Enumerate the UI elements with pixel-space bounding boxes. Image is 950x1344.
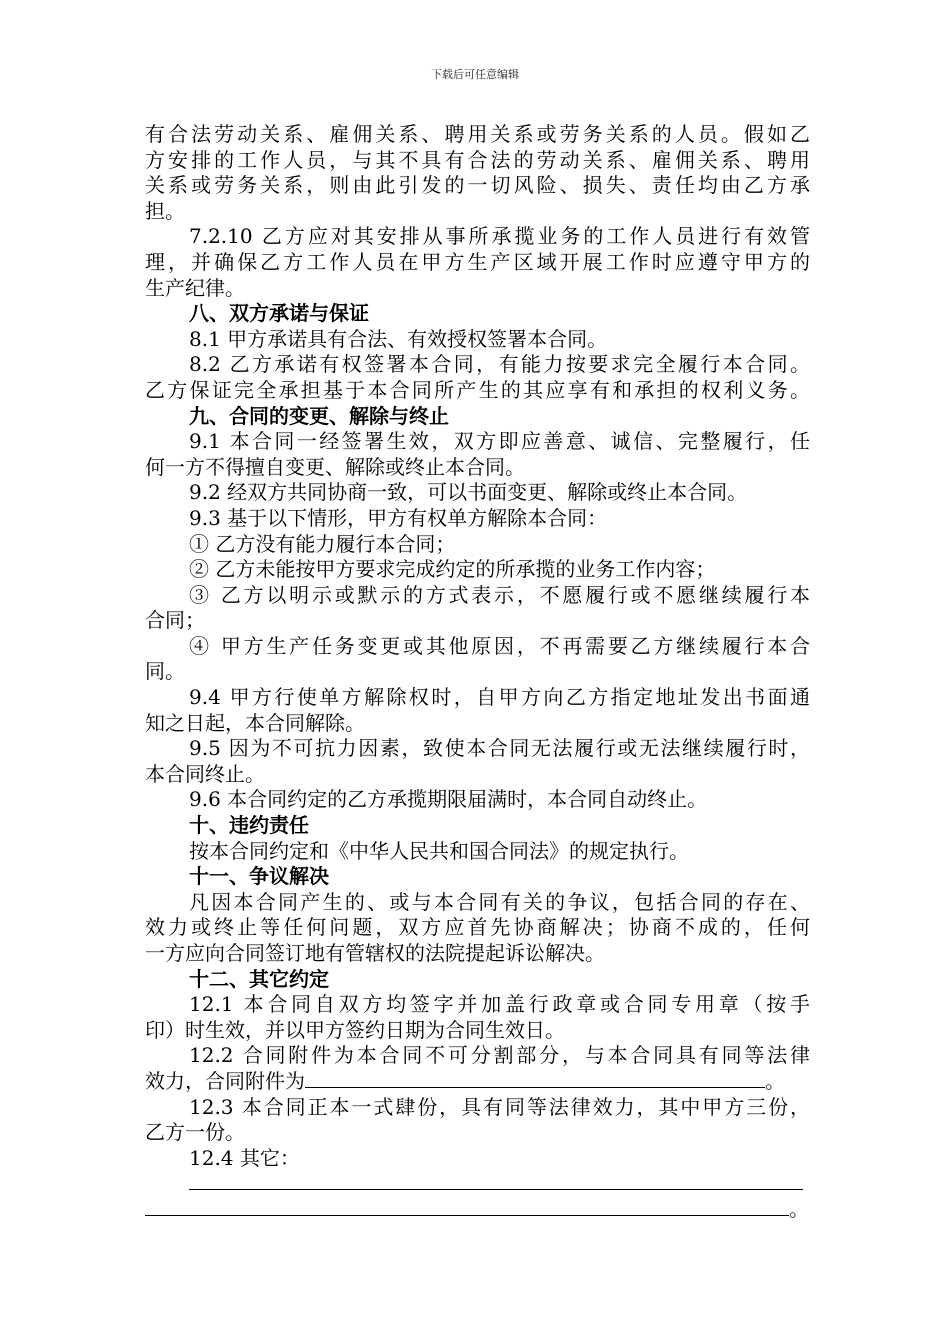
paragraph-line: 知之日起，本合同解除。 — [145, 710, 365, 735]
section-heading: 十二、其它约定 — [189, 966, 329, 991]
paragraph-line: 12.3 本合同正本一式肆份，具有同等法律效力，其中甲方三份， — [189, 1094, 810, 1119]
paragraph-line: 生产纪律。 — [145, 275, 245, 300]
section-heading: 九、合同的变更、解除与终止 — [189, 403, 449, 428]
other-terms-blank-2 — [145, 1197, 789, 1216]
paragraph-line: 9.5 因为不可抗力因素，致使本合同无法履行或无法继续履行时， — [189, 736, 810, 761]
page-header-note: 下载后可任意编辑 — [431, 68, 519, 81]
paragraph-line: 9.1 本合同一经签署生效，双方即应善意、诚信、完整履行，任 — [189, 429, 810, 454]
paragraph-line: 8.2 乙方承诺有权签署本合同，有能力按要求完全履行本合同。 — [189, 352, 810, 377]
section-heading: 十一、争议解决 — [189, 864, 329, 889]
paragraph-line: 本合同终止。 — [145, 761, 265, 786]
paragraph-line: ② 乙方未能按甲方要求完成约定的所承揽的业务工作内容； — [189, 557, 716, 582]
attachment-suffix: 。 — [765, 1068, 785, 1093]
paragraph-line: 印）时生效，并以甲方签约日期为合同生效日。 — [145, 1017, 565, 1042]
other-terms-blank-1 — [189, 1171, 803, 1190]
paragraph-line: 12.1 本合同自双方均签字并加盖行政章或合同专用章（按手 — [189, 992, 810, 1017]
other-terms-blank-line-1 — [145, 1171, 810, 1197]
paragraph-line: 9.3 基于以下情形，甲方有权单方解除本合同： — [189, 505, 608, 530]
attachment-line — [145, 1069, 810, 1095]
contract-body — [145, 122, 810, 1223]
paragraph-line: ④ 甲方生产任务变更或其他原因，不再需要乙方继续履行本合 — [189, 633, 810, 658]
paragraph-line: 12.4 其它： — [189, 1145, 300, 1170]
paragraph-line: 关系或劳务关系，则由此引发的一切风险、损失、责任均由乙方承 — [145, 173, 810, 198]
other-terms-suffix: 。 — [789, 1196, 809, 1221]
paragraph-line: 合同； — [145, 608, 205, 633]
section-heading: 十、违约责任 — [189, 813, 309, 838]
paragraph-line: ③ 乙方以明示或默示的方式表示，不愿履行或不愿继续履行本 — [189, 582, 810, 607]
paragraph-line: 一方应向合同签订地有管辖权的法院提起诉讼解决。 — [145, 941, 605, 965]
paragraph-line: 乙方一份。 — [145, 1120, 245, 1145]
paragraph-line: 9.6 本合同约定的乙方承揽期限届满时，本合同自动终止。 — [189, 787, 708, 812]
contract-paragraphs-tail — [145, 1095, 810, 1172]
paragraph-line: 12.2 合同附件为本合同不可分割部分，与本合同具有同等法律 — [189, 1043, 810, 1068]
paragraph-line: 7.2.10 乙方应对其安排从事所承揽业务的工作人员进行有效管 — [189, 224, 810, 249]
paragraph-line: 何一方不得擅自变更、解除或终止本合同。 — [145, 454, 525, 479]
paragraph-line: 方安排的工作人员，与其不具有合法的劳动关系、雇佣关系、聘用 — [145, 147, 810, 172]
other-terms-blank-line-2 — [145, 1197, 810, 1223]
paragraph-line: 理，并确保乙方工作人员在甲方生产区域开展工作时应遵守甲方的 — [145, 249, 810, 274]
attachment-label: 效力，合同附件为 — [145, 1068, 305, 1093]
paragraph-line: ① 乙方没有能力履行本合同； — [189, 531, 456, 556]
contract-paragraphs — [145, 122, 810, 1069]
paragraph-line: 9.2 经双方共同协商一致，可以书面变更、解除或终止本合同。 — [189, 480, 748, 505]
paragraph-line: 按本合同约定和《中华人民共和国合同法》的规定执行。 — [189, 838, 689, 863]
attachment-blank — [305, 1069, 765, 1088]
paragraph-line: 凡因本合同产生的、或与本合同有关的争议，包括合同的存在、 — [189, 889, 810, 914]
paragraph-line: 担。 — [145, 198, 185, 223]
paragraph-line: 8.1 甲方承诺具有合法、有效授权签署本合同。 — [189, 326, 608, 351]
paragraph-line: 有合法劳动关系、雇佣关系、聘用关系或劳务关系的人员。假如乙 — [145, 122, 810, 146]
paragraph-line: 9.4 甲方行使单方解除权时，自甲方向乙方指定地址发出书面通 — [189, 685, 810, 710]
section-heading: 八、双方承诺与保证 — [189, 301, 369, 326]
paragraph-line: 效力或终止等任何问题，双方应首先协商解决；协商不成的，任何 — [145, 915, 810, 940]
paragraph-line: 同。 — [145, 659, 185, 684]
paragraph-line: 乙方保证完全承担基于本合同所产生的其应享有和承担的权利义务。 — [145, 377, 810, 402]
